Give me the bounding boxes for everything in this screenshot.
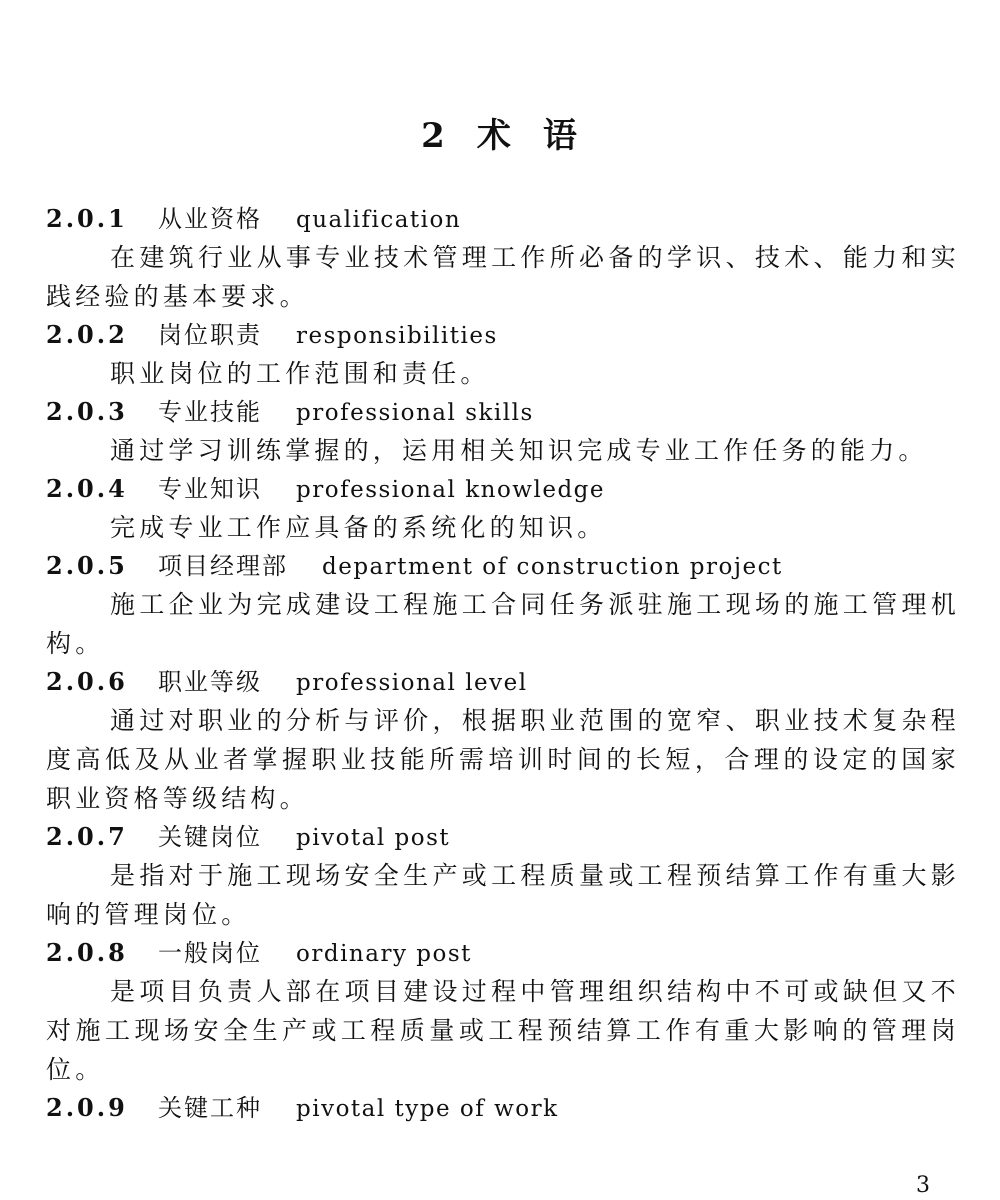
term-number: 2.0.6	[46, 667, 128, 696]
term-name-en: pivotal post	[296, 825, 451, 851]
term-2-0-6	[46, 663, 960, 818]
chapter-number: 2	[421, 116, 447, 156]
term-2-0-2	[46, 316, 960, 393]
term-name-en: professional level	[296, 670, 528, 696]
term-name-zh: 关键工种	[158, 1094, 262, 1122]
term-definition: 在建筑行业从事专业技术管理工作所必备的学识、技术、能力和实践经验的基本要求。	[46, 243, 960, 311]
term-heading	[46, 470, 960, 508]
term-name-en: qualification	[296, 207, 462, 233]
term-number: 2.0.4	[46, 474, 128, 503]
term-name-zh: 职业等级	[158, 668, 262, 696]
term-heading	[46, 200, 960, 238]
term-heading	[46, 663, 960, 701]
term-name-en: responsibilities	[296, 323, 498, 349]
term-number: 2.0.3	[46, 397, 128, 426]
term-2-0-5	[46, 547, 960, 663]
term-definition: 施工企业为完成建设工程施工合同任务派驻施工现场的施工管理机构。	[46, 590, 960, 658]
term-name-zh: 专业知识	[158, 475, 262, 503]
term-name-zh: 岗位职责	[158, 321, 262, 349]
term-2-0-7	[46, 818, 960, 934]
chapter-title	[0, 108, 1000, 157]
chapter-title-char-2: 语	[542, 116, 579, 156]
term-name-en: professional knowledge	[296, 477, 605, 503]
term-heading	[46, 393, 960, 431]
term-definition: 职业岗位的工作范围和责任。	[110, 359, 490, 388]
term-name-zh: 一般岗位	[158, 939, 262, 967]
term-number: 2.0.7	[46, 822, 128, 851]
term-name-en: professional skills	[296, 400, 534, 426]
term-number: 2.0.8	[46, 938, 128, 967]
term-heading	[46, 547, 960, 585]
term-definition: 是指对于施工现场安全生产或工程质量或工程预结算工作有重大影响的管理岗位。	[46, 861, 960, 929]
term-2-0-4	[46, 470, 960, 547]
term-definition: 通过对职业的分析与评价，根据职业范围的宽窄、职业技术复杂程度高低及从业者掌握职业技能所需培训时间的长短，合理的设定的国家职业资格等级结构。	[46, 706, 960, 813]
term-number: 2.0.2	[46, 320, 128, 349]
term-heading	[46, 1089, 960, 1127]
terms-list	[46, 200, 960, 1127]
term-2-0-8	[46, 934, 960, 1089]
term-heading	[46, 934, 960, 972]
term-2-0-9	[46, 1089, 960, 1127]
term-name-en: pivotal type of work	[296, 1096, 559, 1122]
term-definition: 通过学习训练掌握的，运用相关知识完成专业工作任务的能力。	[110, 436, 928, 465]
term-heading	[46, 316, 960, 354]
term-name-en: ordinary post	[296, 941, 472, 967]
term-name-zh: 关键岗位	[158, 823, 262, 851]
page-number: 3	[916, 1173, 930, 1198]
term-name-en: department of construction project	[322, 554, 783, 580]
term-name-zh: 专业技能	[158, 398, 262, 426]
term-heading	[46, 818, 960, 856]
term-number: 2.0.1	[46, 204, 128, 233]
term-2-0-1	[46, 200, 960, 316]
term-number: 2.0.9	[46, 1093, 128, 1122]
term-name-zh: 项目经理部	[158, 552, 288, 580]
term-number: 2.0.5	[46, 551, 128, 580]
term-name-zh: 从业资格	[158, 205, 262, 233]
term-definition: 完成专业工作应具备的系统化的知识。	[110, 513, 607, 542]
chapter-title-char-1: 术	[476, 116, 513, 156]
term-definition: 是项目负责人部在项目建设过程中管理组织结构中不可或缺但又不对施工现场安全生产或工程质量或工程预结算工作有重大影响的管理岗位。	[46, 977, 960, 1084]
term-2-0-3	[46, 393, 960, 470]
